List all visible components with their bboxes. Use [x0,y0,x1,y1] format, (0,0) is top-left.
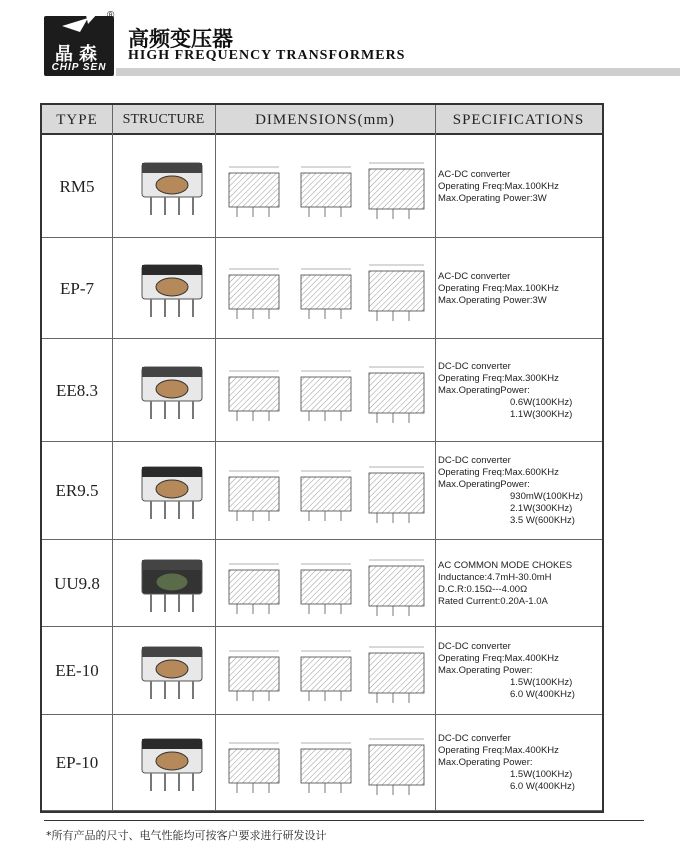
logo-english-text: CHIP SEN [51,62,107,73]
spec-line: Max.OperatingPower: [438,479,530,490]
table-row [42,715,602,811]
transformer-photo [132,731,212,795]
spec-line: 6.0 W(400KHz) [510,781,575,792]
product-type: EP-10 [55,753,99,772]
dimension-drawing [219,355,433,427]
dimension-drawing [219,548,433,620]
spec-line: Operating Freq:Max.100KHz [438,180,559,192]
spec-line: 6.0 W(400KHz) [510,689,575,700]
spec-line: Max.OperatingPower: [438,384,530,396]
transformer-photo [132,639,212,703]
spec-line: Max.Operating Power: [438,665,533,676]
spec-line: AC COMMON MODE CHOKES [438,559,573,571]
dimension-drawing [219,727,433,799]
spec-line: DC-DC converfer [438,733,511,744]
footer-rule [44,820,644,821]
specifications [438,641,600,701]
header-dimensions: DIMENSIONS(mm) [255,112,395,128]
table-row [42,540,602,627]
page-header [0,0,680,82]
spec-line: DC-DC converter [438,455,511,466]
header-specifications: SPECIFICATIONS [452,112,585,128]
logo-chinese-text: 晶森 [55,44,103,65]
spec-line: Operating Freq:Max.600KHz [438,467,559,478]
specifications [438,560,600,608]
table-row [42,238,602,339]
dimension-drawing [219,151,433,223]
spec-line: 1.5W(100KHz) [510,677,573,688]
table-row [42,627,602,715]
header-divider [116,68,680,76]
header-type: TYPE [56,112,98,128]
footer-note: *所有产品的尺寸、电气性能均可按客户要求进行研发设计 [46,829,327,842]
dimension-drawing [219,455,433,527]
product-type: UU9.8 [54,573,100,593]
spec-line: DC-DC converter [438,360,511,372]
table-header [42,105,602,135]
specifications [438,361,600,421]
header-structure: STRUCTURE [122,112,205,127]
transformer-photo [132,359,212,423]
spec-line: Max.Operating Power:3W [438,192,547,204]
spec-line: Operating Freq:Max.400KHz [438,745,559,756]
logo-swoosh-icon [58,12,100,34]
dimension-drawing [219,253,433,325]
transformer-photo [132,552,212,616]
spec-line: Operating Freq:Max.400KHz [438,653,559,664]
spec-line: Max.Operating Power: [438,757,533,768]
spec-line: AC-DC converter [438,270,511,282]
spec-line: 0.6W(100KHz) [510,396,573,408]
page-title-english: HIGH FREQUENCY TRANSFORMERS [128,48,406,63]
table-row [42,135,602,238]
specifications [438,271,600,307]
specifications [438,169,600,205]
specifications [438,455,600,527]
spec-line: 930mW(100KHz) [510,491,583,502]
spec-line: DC-DC converter [438,641,511,652]
dimension-drawing [219,635,433,707]
spec-line: 2.1W(300KHz) [510,503,573,514]
table-row [42,442,602,540]
product-table [40,103,604,813]
spec-line: Inductance:4.7mH-30.0mH [438,571,552,583]
product-type: EE-10 [55,661,99,680]
transformer-photo [132,155,212,219]
spec-line: 3.5 W(600KHz) [510,515,575,526]
spec-line: 1.5W(100KHz) [510,769,573,780]
product-type: EE8.3 [55,380,99,400]
registered-mark: ® [107,10,115,21]
spec-line: Operating Freq:Max.100KHz [438,282,559,294]
spec-line: Max.Operating Power:3W [438,294,547,306]
transformer-photo [132,257,212,321]
spec-line: D.C.R:0.15Ω---4.00Ω [438,583,528,595]
product-type: ER9.5 [55,481,99,500]
transformer-photo [132,459,212,523]
spec-line: Rated Current:0.20A-1.0A [438,595,548,607]
spec-line: Operating Freq:Max.300KHz [438,372,559,384]
table-row [42,339,602,442]
chip-sen-logo [44,16,114,76]
spec-line: 1.1W(300KHz) [510,408,573,420]
product-type: RM5 [59,176,95,196]
product-type: EP-7 [60,278,94,298]
spec-line: AC-DC converter [438,168,511,180]
specifications [438,733,600,793]
page-title-chinese: 高频变压器 [128,26,233,51]
